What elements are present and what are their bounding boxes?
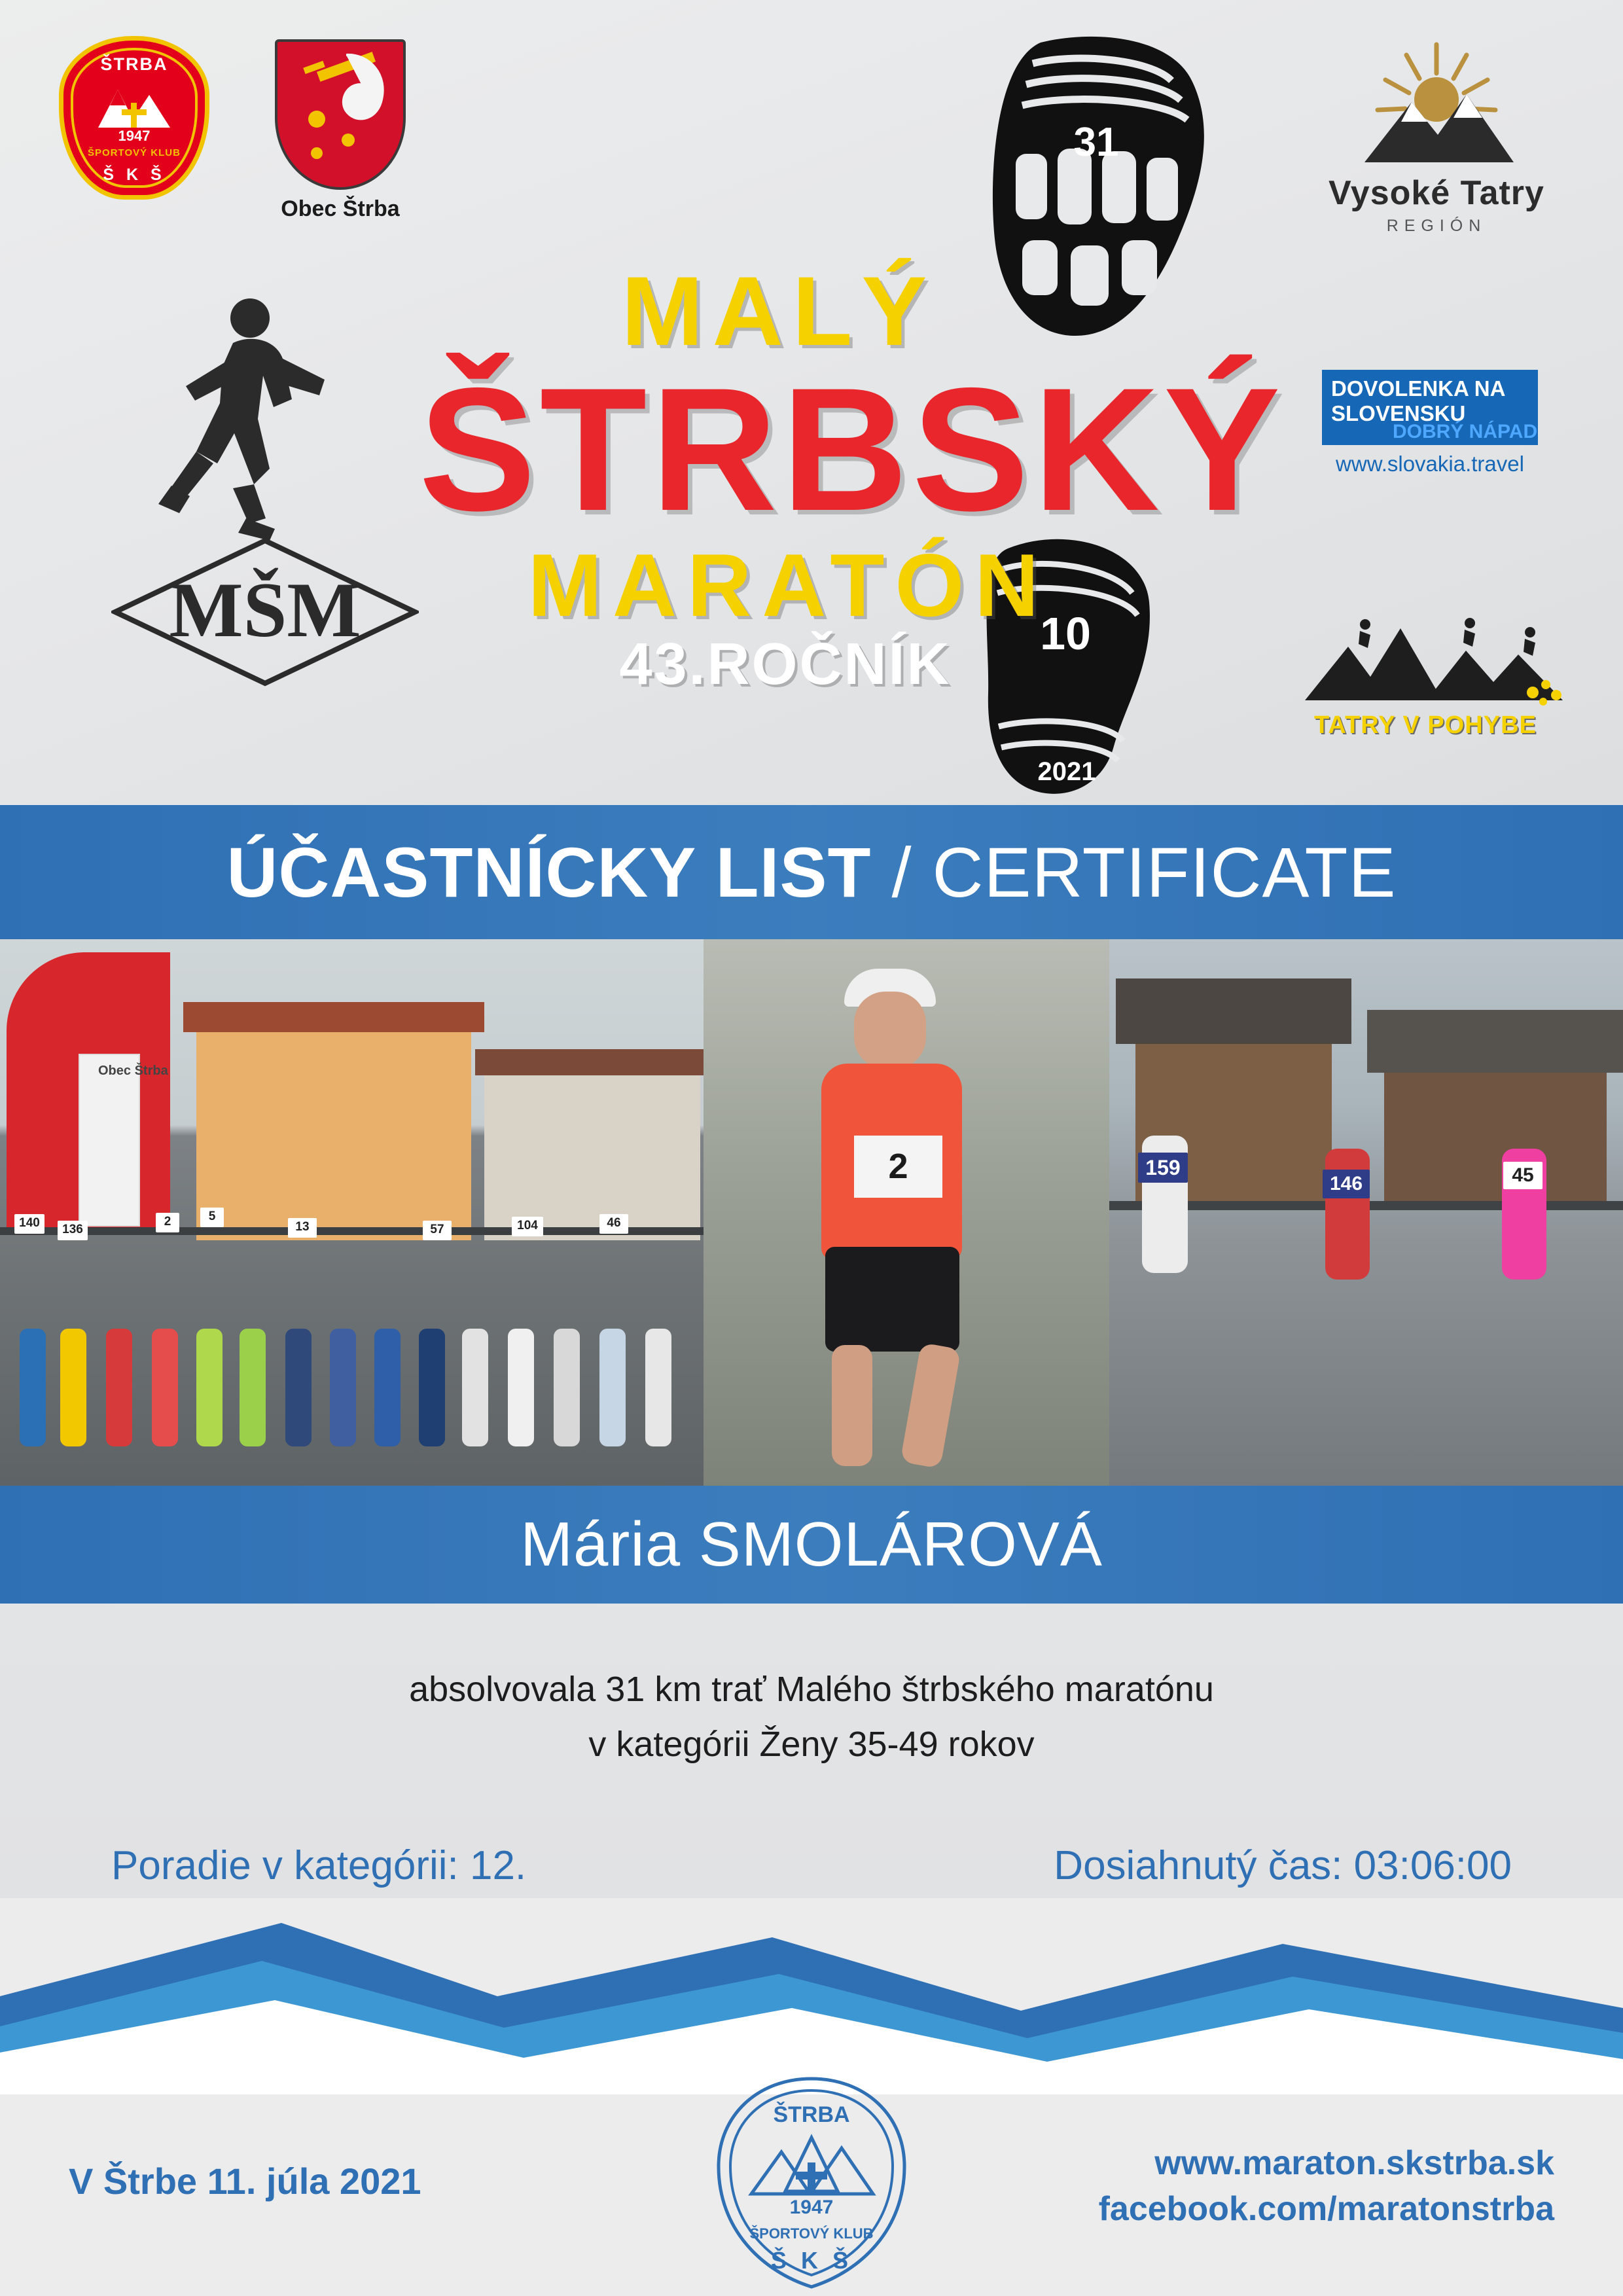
category-rank	[111, 1842, 526, 1889]
slovakia-travel-line2: SLOVENSKU	[1331, 401, 1466, 425]
certificate-body	[0, 1604, 1623, 1889]
banner-title-light: CERTIFICATE	[932, 833, 1397, 912]
municipality-label: Obec Štrba	[281, 196, 400, 221]
finish-time-value: 03:06:00	[1353, 1843, 1512, 1889]
sks-strba-logo	[59, 36, 209, 200]
title-line-maraton: MARATÓN	[527, 535, 1050, 636]
runner	[599, 1329, 626, 1446]
bib-number: 140	[14, 1214, 45, 1234]
bib-number: 45	[1503, 1162, 1543, 1189]
photo-strip	[0, 939, 1623, 1486]
slovakia-travel-box	[1322, 370, 1538, 445]
category-rank-value: 12.	[469, 1843, 527, 1889]
bib-number: 159	[1138, 1153, 1188, 1183]
runner	[462, 1329, 488, 1446]
title-line-maly: MALÝ	[621, 256, 936, 366]
coat-of-arms-icon	[275, 39, 406, 190]
building	[196, 1024, 471, 1240]
photo-caption-obec: Obec Štrba	[98, 1064, 168, 1078]
runner	[508, 1329, 534, 1446]
runner	[1325, 1149, 1370, 1280]
runner	[645, 1329, 671, 1446]
building-roof	[183, 1002, 484, 1032]
participant-name: Mária SMOLÁROVÁ	[520, 1509, 1103, 1579]
msm-label: MŠM	[169, 566, 361, 653]
statement-line-2: v kategórii Ženy 35-49 rokov	[588, 1724, 1035, 1764]
shoeprint-top-number: 31	[1073, 120, 1119, 165]
slovakia-travel-logo[interactable]	[1322, 370, 1564, 488]
bib-number: 2	[854, 1136, 942, 1198]
mountain-sun-icon	[1338, 39, 1535, 170]
bib-number: 2	[156, 1213, 179, 1232]
photo-runner-rain	[704, 939, 1109, 1486]
certificate-banner-text	[226, 831, 1396, 913]
results-row	[0, 1842, 1623, 1889]
bib-number: 46	[599, 1214, 628, 1234]
header	[0, 0, 1623, 805]
bib-number: 57	[423, 1221, 452, 1240]
tatry-v-pohybe-label: TATRY V POHYBE	[1314, 711, 1537, 739]
runner-shorts	[825, 1247, 959, 1352]
municipality-logo	[262, 39, 419, 236]
footer-place-date: V Štrbe 11. júla 2021	[69, 2161, 421, 2202]
footer-logo-abbr: Š K Š	[770, 2247, 853, 2274]
finish-time	[1054, 1842, 1512, 1889]
cottage-roof	[1116, 978, 1351, 1044]
sks-logo-top-text: ŠTRBA	[100, 54, 168, 74]
vysoke-tatry-subtitle: REGIÓN	[1386, 217, 1487, 235]
bib-number: 13	[288, 1218, 317, 1238]
bib-number: 5	[200, 1208, 224, 1227]
statement-line-1: absolvovala 31 km trať Malého štrbského maratónu	[409, 1670, 1214, 1709]
photo-start-line	[0, 939, 704, 1486]
mountain-runners-icon	[1302, 609, 1571, 720]
shoeprint-bottom-number: 10	[1040, 608, 1091, 659]
footer-facebook[interactable]: facebook.com/maratonstrba	[1098, 2190, 1554, 2229]
runner	[20, 1329, 46, 1446]
runner	[374, 1329, 401, 1446]
runner	[285, 1329, 312, 1446]
sks-logo-year: 1947	[118, 128, 151, 144]
wave-decoration	[0, 1898, 1623, 2094]
sks-logo-abbr: Š K Š	[103, 166, 166, 184]
tatry-v-pohybe-logo	[1302, 609, 1571, 746]
title-line-strbsky: ŠTRBSKÝ	[419, 351, 1285, 547]
event-title	[419, 256, 1285, 720]
cottage-roof	[1367, 1010, 1623, 1073]
shoeprint-bottom-year: 2021	[1037, 757, 1096, 786]
slovakia-travel-line1: DOVOLENKA NA	[1331, 376, 1506, 401]
runner	[330, 1329, 356, 1446]
title-line-rocnik: 43.ROČNÍK	[619, 632, 952, 698]
category-rank-label: Poradie v kategórii:	[111, 1843, 459, 1889]
footer-links	[1099, 2140, 1554, 2232]
bib-number: 146	[1323, 1170, 1370, 1198]
footer	[0, 1898, 1623, 2296]
sks-logo-club: ŠPORTOVÝ KLUB	[88, 147, 181, 158]
slovakia-travel-line3: DOBRÝ NÁPAD	[1393, 421, 1538, 442]
footer-logo-club: ŠPORTOVÝ KLUB	[749, 2225, 874, 2242]
building-roof	[475, 1049, 704, 1075]
banner-title-bold: ÚČASTNÍCKY LIST	[226, 833, 872, 912]
vysoke-tatry-name: Vysoké Tatry	[1329, 174, 1544, 212]
runner	[60, 1329, 86, 1446]
runner	[240, 1329, 266, 1446]
footer-logo-year: 1947	[789, 2197, 834, 2218]
photo-village-runners	[1109, 939, 1623, 1486]
banner-title-separator: /	[871, 833, 933, 912]
footer-logo-top-text: ŠTRBA	[773, 2102, 850, 2127]
building	[484, 1070, 700, 1240]
runner-face	[854, 992, 926, 1069]
vysoke-tatry-logo	[1322, 39, 1551, 249]
runner-leg	[832, 1345, 872, 1466]
runner	[419, 1329, 445, 1446]
start-banner	[79, 1054, 140, 1227]
runner	[196, 1329, 223, 1446]
runner	[106, 1329, 132, 1446]
cottage	[1384, 1064, 1607, 1201]
road-edge	[0, 1227, 704, 1235]
mountain-icon	[92, 83, 177, 129]
runner	[152, 1329, 178, 1446]
runner	[554, 1329, 580, 1446]
footer-sks-logo	[713, 2075, 910, 2291]
participant-name-banner	[0, 1486, 1623, 1604]
certificate-banner	[0, 805, 1623, 939]
finish-time-label: Dosiahnutý čas:	[1054, 1843, 1343, 1889]
bib-number: 104	[512, 1217, 543, 1236]
bib-number: 136	[58, 1221, 88, 1240]
footer-website[interactable]: www.maraton.skstrba.sk	[1154, 2144, 1554, 2182]
slovakia-travel-url[interactable]: www.slovakia.travel	[1336, 452, 1524, 476]
